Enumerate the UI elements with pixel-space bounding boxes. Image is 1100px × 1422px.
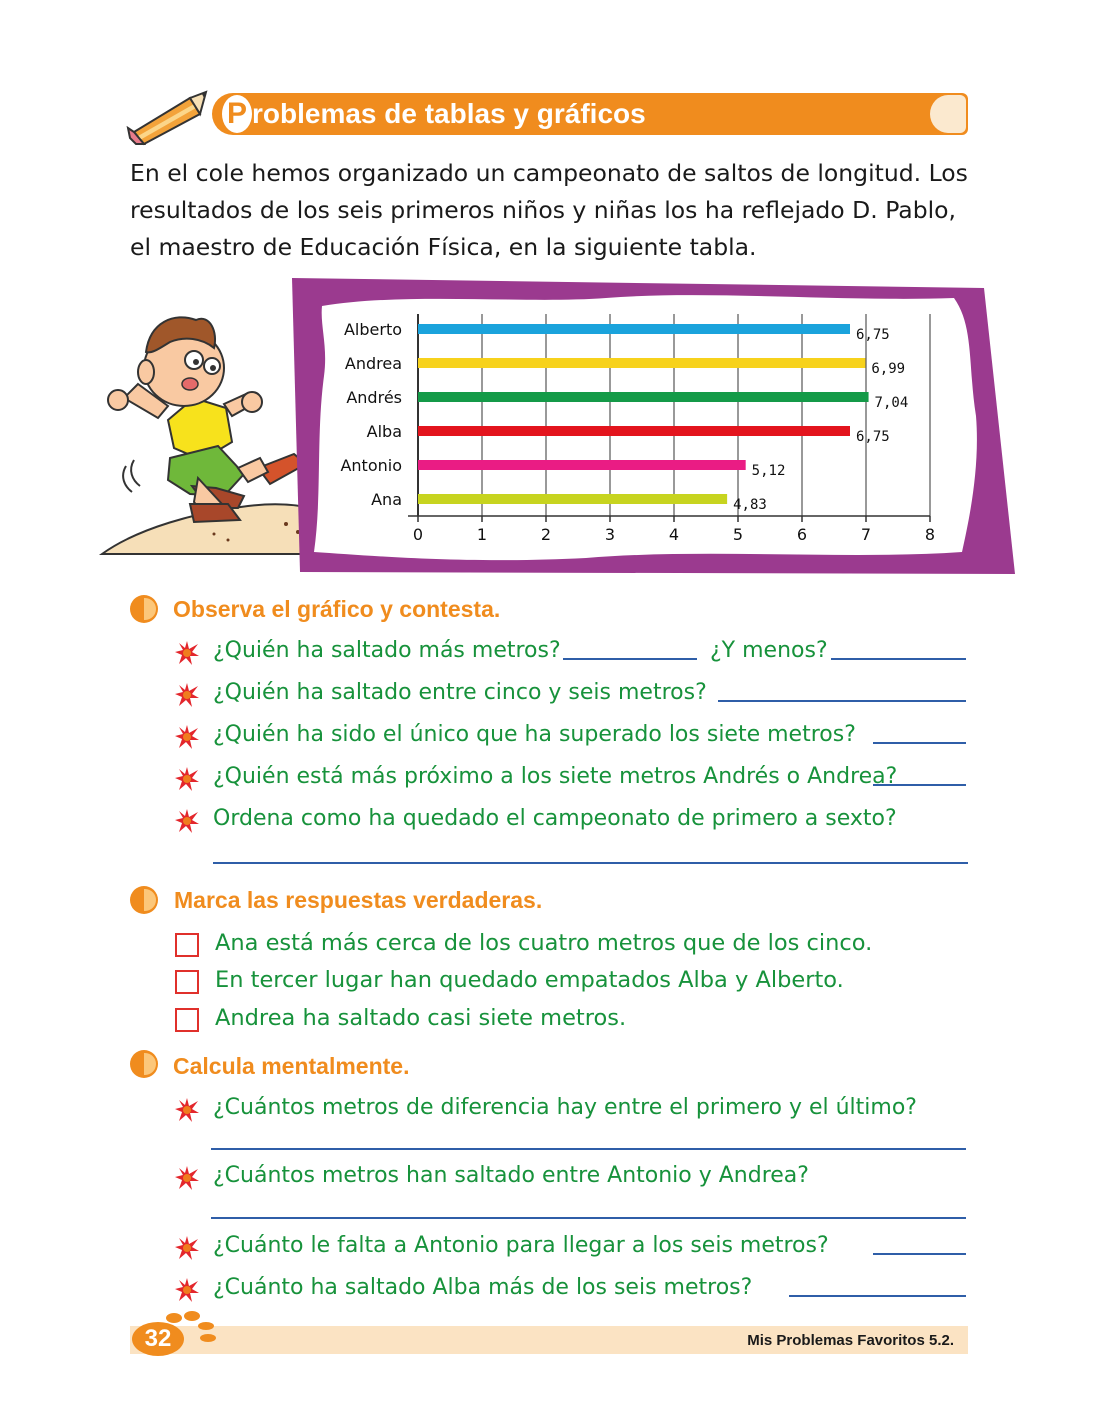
- answer-line[interactable]: [873, 1253, 966, 1255]
- splat-star-icon: [174, 808, 200, 834]
- x-tick-label: 2: [540, 525, 552, 544]
- answer-line[interactable]: [213, 862, 968, 864]
- bar: [418, 392, 869, 402]
- question-most-meters: ¿Quién ha saltado más metros?: [213, 638, 561, 663]
- header-banner-end: [930, 95, 966, 133]
- category-label: Alberto: [343, 320, 402, 339]
- question-antonio-andrea-total: ¿Cuántos metros han saltado entre Antonio y Andrea?: [213, 1163, 809, 1188]
- value-label: 4,83: [733, 497, 767, 513]
- question-difference-first-last: ¿Cuántos metros de diferencia hay entre el primero y el último?: [213, 1095, 917, 1120]
- category-label: Andrea: [344, 354, 402, 373]
- category-label: Ana: [371, 490, 402, 509]
- intro-paragraph: En el cole hemos organizado un campeonato de saltos de longitud. Los resultados de los seis primeros niños y niñas los ha reflejado D. Pablo, el maestro de Educación Física, en la siguiente tabla.: [130, 159, 968, 261]
- page-number: 32: [132, 1322, 184, 1356]
- section-bullet-calcula: [130, 1050, 158, 1078]
- splat-star-icon: [174, 1277, 200, 1303]
- section-title-marca: Marca las respuestas verdaderas.: [174, 887, 543, 913]
- answer-line[interactable]: [873, 784, 966, 786]
- book-title: Mis Problemas Favoritos 5.2.: [747, 1332, 954, 1349]
- category-label: Andrés: [346, 388, 402, 407]
- answer-line[interactable]: [789, 1295, 966, 1297]
- value-label: 6,75: [856, 429, 890, 445]
- x-tick-label: 5: [732, 525, 744, 544]
- splat-star-icon: [174, 640, 200, 666]
- bar: [418, 460, 746, 470]
- bar: [418, 358, 865, 368]
- section-bullet-observa: [130, 595, 158, 623]
- header-title: roblemas de tablas y gráficos: [252, 98, 646, 129]
- splat-star-icon: [174, 1097, 200, 1123]
- splat-star-icon: [174, 1165, 200, 1191]
- question-alba-over-six: ¿Cuánto ha saltado Alba más de los seis metros?: [213, 1275, 753, 1300]
- x-tick-label: 0: [412, 525, 424, 544]
- answer-line[interactable]: [718, 700, 966, 702]
- answer-line[interactable]: [873, 742, 966, 744]
- x-tick-label: 8: [924, 525, 936, 544]
- section-title-observa: Observa el gráfico y contesta.: [173, 596, 501, 622]
- value-label: 7,04: [874, 395, 909, 411]
- splat-star-icon: [174, 1235, 200, 1261]
- value-label: 6,75: [856, 327, 890, 343]
- question-least: ¿Y menos?: [710, 638, 828, 663]
- x-tick-label: 3: [604, 525, 616, 544]
- checkbox-icon[interactable]: [175, 970, 199, 994]
- answer-line[interactable]: [563, 658, 697, 660]
- category-label: Alba: [366, 422, 402, 441]
- header-initial-letter: P: [222, 95, 252, 133]
- category-label: Antonio: [340, 456, 402, 475]
- question-closest-seven: ¿Quién está más próximo a los siete metros Andrés o Andrea?: [213, 764, 898, 789]
- splat-star-icon: [174, 766, 200, 792]
- true-false-statement: Ana está más cerca de los cuatro metros que de los cinco.: [215, 930, 873, 956]
- splat-star-icon: [174, 724, 200, 750]
- question-order-ranking: Ordena como ha quedado el campeonato de primero a sexto?: [213, 806, 897, 831]
- value-label: 6,99: [871, 361, 906, 377]
- bar-chart: [286, 276, 1018, 578]
- checkbox-icon[interactable]: [175, 933, 199, 957]
- section-title-calcula: Calcula mentalmente.: [173, 1053, 410, 1079]
- x-tick-label: 7: [860, 525, 872, 544]
- answer-line[interactable]: [211, 1148, 966, 1150]
- true-false-statement: En tercer lugar han quedado empatados Alba y Alberto.: [215, 967, 844, 993]
- answer-line[interactable]: [831, 658, 966, 660]
- bar: [418, 494, 727, 504]
- question-antonio-to-six: ¿Cuánto le falta a Antonio para llegar a los seis metros?: [213, 1233, 829, 1258]
- x-tick-label: 1: [476, 525, 488, 544]
- answer-line[interactable]: [211, 1217, 966, 1219]
- splat-star-icon: [174, 682, 200, 708]
- bar: [418, 426, 850, 436]
- bar: [418, 324, 850, 334]
- question-between-five-six: ¿Quién ha saltado entre cinco y seis metros?: [213, 680, 707, 705]
- pencil-icon: [126, 88, 208, 146]
- checkbox-icon[interactable]: [175, 1008, 199, 1032]
- value-label: 5,12: [751, 463, 786, 479]
- question-over-seven: ¿Quién ha sido el único que ha superado los siete metros?: [213, 722, 856, 747]
- section-bullet-marca: [130, 886, 158, 914]
- x-tick-label: 6: [796, 525, 808, 544]
- x-tick-label: 4: [668, 525, 680, 544]
- true-false-statement: Andrea ha saltado casi siete metros.: [215, 1005, 627, 1031]
